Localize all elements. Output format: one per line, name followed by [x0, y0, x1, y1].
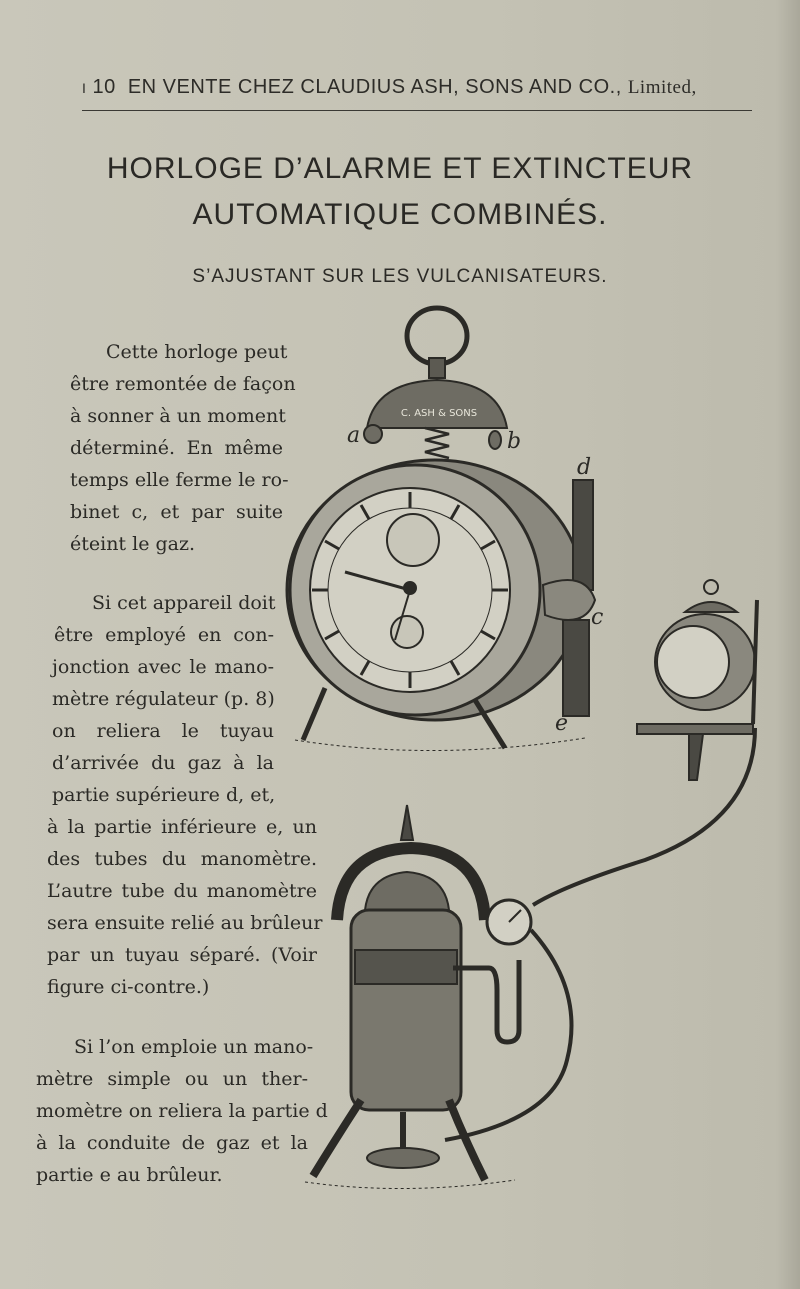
header-publisher: EN VENTE CHEZ CLAUDIUS ASH, SONS AND CO., [127, 76, 622, 98]
paragraph-3 [36, 1031, 328, 1191]
header-line [82, 76, 697, 99]
paragraph-line: Si l’on emploie un mano- [74, 1036, 314, 1058]
clock-ring-stem [429, 358, 445, 378]
vulcaniser-shadow [305, 1180, 515, 1189]
paragraph-line: déterminé. En même [70, 437, 283, 459]
connecting-tube [533, 728, 755, 905]
paragraph-line: mètre régulateur (p. 8) [52, 688, 275, 710]
paragraph-line: à sonner à un moment [70, 405, 286, 427]
gas-pipe-upper [573, 480, 593, 590]
running-header [82, 74, 752, 108]
gas-cock-c [543, 580, 595, 620]
vulcaniser-dome [365, 872, 449, 910]
paragraph-line: des tubes du manomètre. [47, 848, 317, 870]
paragraph-line: sera ensuite relié au brûleur [47, 912, 323, 934]
paragraph-line: jonction avec le mano- [52, 656, 274, 678]
page-marker: I [82, 80, 87, 96]
vulcaniser-side-pipe [453, 960, 519, 1042]
alarm-clock-extinguisher-illustration [285, 300, 775, 1200]
alarm-subdial [387, 514, 439, 566]
paragraph-2 [52, 587, 274, 811]
small-clock-ring [704, 580, 718, 594]
page-title-line-2: AUTOMATIQUE COMBINÉS. [192, 198, 608, 231]
bracket-support [689, 734, 703, 780]
paragraph-line: Cette horloge peut [106, 341, 288, 363]
paragraph-line: par un tuyau séparé. (Voir [47, 944, 317, 966]
paragraph-line: éteint le gaz. [70, 533, 196, 555]
manometer-tube [445, 930, 572, 1140]
clock-shadow [295, 738, 585, 751]
bell-spring [425, 428, 449, 458]
small-clock-bell [685, 602, 737, 612]
paragraph-line: partie e au brûleur. [36, 1164, 223, 1186]
paragraph-line: à la conduite de gaz et la [36, 1132, 308, 1154]
paragraph-line: on reliera le tuyau [52, 720, 274, 742]
paragraph-line: binet c, et par suite [70, 501, 283, 523]
dial-center [404, 582, 416, 594]
small-clock-pipe [753, 600, 757, 724]
gas-pipe-lower [563, 620, 589, 716]
clock-ring [407, 308, 467, 364]
paragraph-line: à la partie inférieure e, un [47, 816, 317, 838]
label-a: a [347, 423, 361, 448]
small-clock-dial [657, 626, 729, 698]
paragraph-line: être employé en con- [54, 624, 274, 646]
paragraph-line: L’autre tube du manomètre [47, 880, 317, 902]
label-d: d [577, 455, 592, 480]
seconds-subdial [391, 616, 423, 648]
paragraph-line: partie supérieure d, et, [52, 784, 276, 806]
page-number: 10 [92, 76, 116, 98]
vulcaniser-band [355, 950, 457, 984]
label-c: c [591, 605, 604, 630]
label-b: b [507, 429, 522, 454]
gas-burner [367, 1148, 439, 1168]
vulcaniser-leg-left [313, 1100, 361, 1176]
bell-inscription: C. ASH & SONS [400, 408, 478, 419]
header-limited: Limited, [627, 77, 697, 98]
clock-leg-left [303, 688, 325, 740]
paragraph-line: momètre on reliera la partie d [36, 1100, 328, 1122]
paragraph-line: être remontée de façon [70, 373, 296, 395]
paragraph-1 [70, 336, 296, 560]
knob-b [489, 431, 501, 449]
vulcaniser-top-spike [401, 805, 413, 840]
paragraph-line: temps elle ferme le ro- [70, 469, 289, 491]
alarm-bell [367, 380, 507, 428]
knob-a [364, 425, 382, 443]
header-rule [82, 110, 752, 111]
paragraph-line: figure ci-contre.) [47, 976, 210, 998]
page-title-line-1: HORLOGE D’ALARME ET EXTINCTEUR [106, 152, 694, 185]
paragraph-line: mètre simple ou un ther- [36, 1068, 308, 1090]
paragraph-line: Si cet appareil doit [92, 592, 276, 614]
label-e: e [555, 711, 569, 736]
page-subtitle: S’AJUSTANT SUR LES VULCANISATEURS. [192, 266, 608, 287]
paragraph-line: d’arrivée du gaz à la [52, 752, 274, 774]
paragraph-2-continued [47, 811, 323, 1003]
vulcaniser-body [351, 910, 461, 1110]
small-clock-bracket [637, 724, 753, 734]
